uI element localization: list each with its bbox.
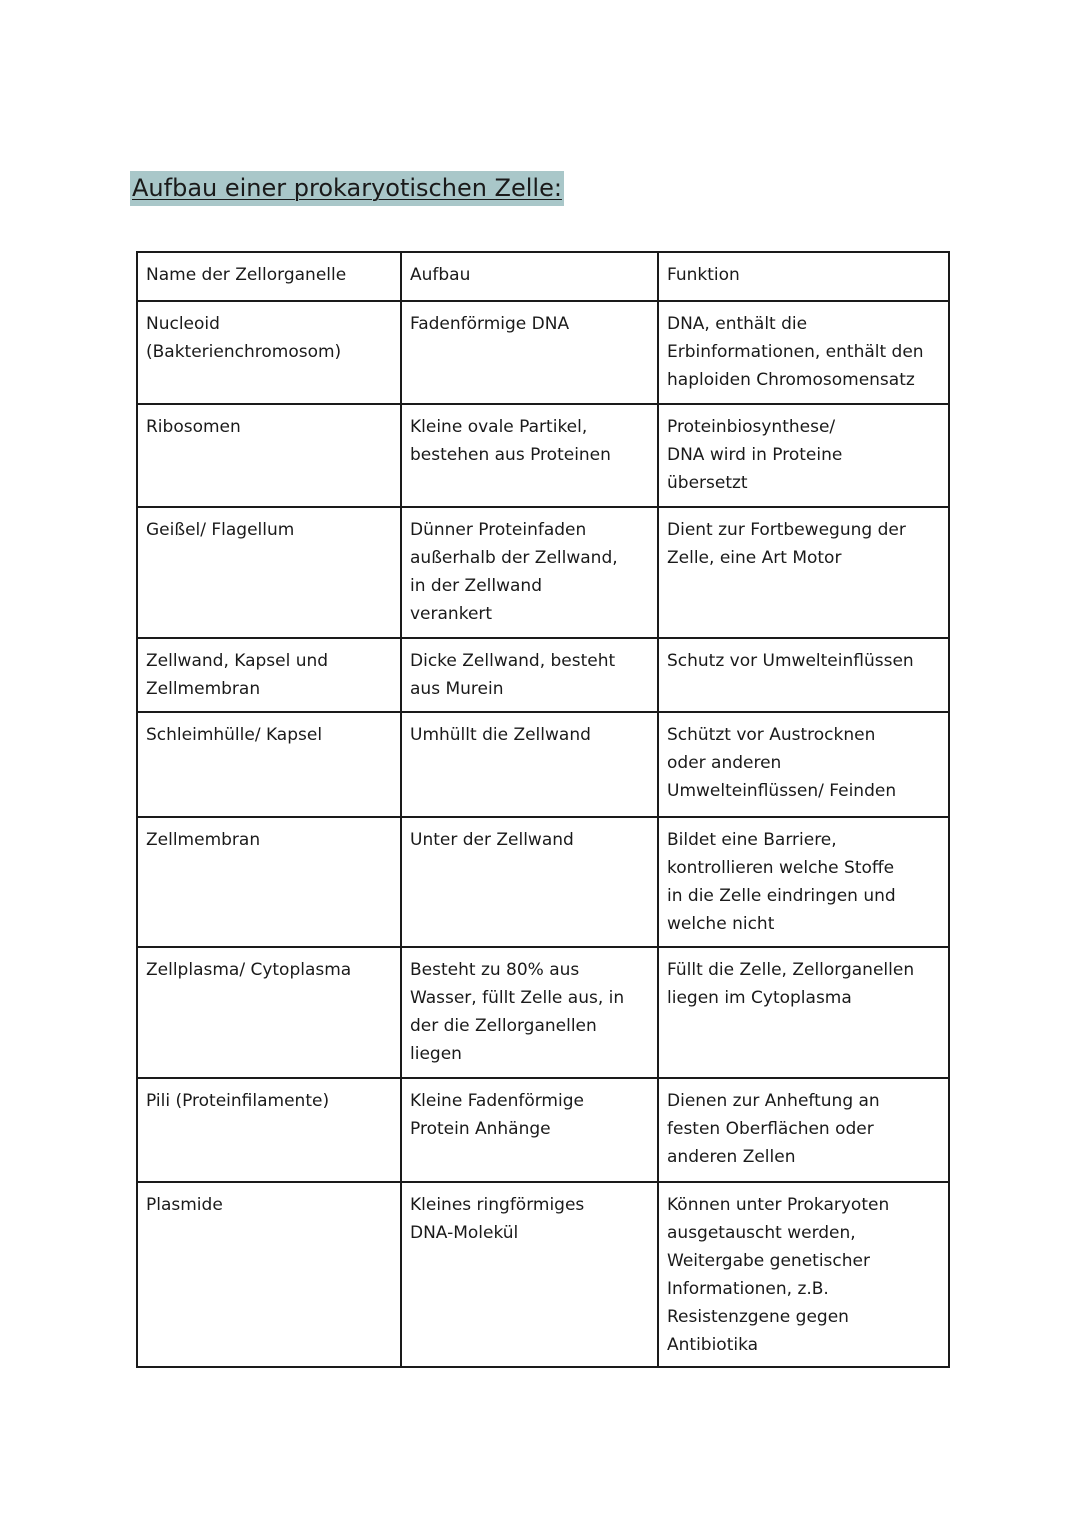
- cell-function: Können unter Prokaryoten ausgetauscht werden, Weitergabe genetischer Informationen, z.B. Resistenzgene gegen Antibiotika: [658, 1182, 949, 1367]
- table-row: [137, 1078, 949, 1182]
- table-row: [137, 947, 949, 1078]
- cell-function: Schutz vor Umwelteinflüssen: [658, 638, 949, 712]
- organelle-table: [136, 251, 950, 1368]
- table-row: [137, 507, 949, 638]
- page-title: Aufbau einer prokaryotischen Zelle:: [130, 171, 564, 206]
- cell-name: Plasmide: [137, 1182, 401, 1367]
- cell-function: Füllt die Zelle, Zellorganellen liegen im Cytoplasma: [658, 947, 949, 1078]
- cell-name: Zellplasma/ Cytoplasma: [137, 947, 401, 1078]
- cell-function: Dienen zur Anheftung an festen Oberflächen oder anderen Zellen: [658, 1078, 949, 1182]
- cell-name: Schleimhülle/ Kapsel: [137, 712, 401, 817]
- cell-structure: Fadenförmige DNA: [401, 301, 658, 404]
- cell-structure: Kleine ovale Partikel, bestehen aus Proteinen: [401, 404, 658, 507]
- cell-name: Zellwand, Kapsel und Zellmembran: [137, 638, 401, 712]
- cell-name: Nucleoid (Bakterienchromosom): [137, 301, 401, 404]
- cell-function: Bildet eine Barriere, kontrollieren welche Stoffe in die Zelle eindringen und welche nicht: [658, 817, 949, 947]
- cell-structure: Dicke Zellwand, besteht aus Murein: [401, 638, 658, 712]
- cell-structure: Kleines ringförmiges DNA-Molekül: [401, 1182, 658, 1367]
- table-row: [137, 817, 949, 947]
- cell-name: Ribosomen: [137, 404, 401, 507]
- cell-structure: Kleine Fadenförmige Protein Anhänge: [401, 1078, 658, 1182]
- cell-name: Pili (Proteinfilamente): [137, 1078, 401, 1182]
- header-name: Name der Zellorganelle: [137, 252, 401, 301]
- table-row: [137, 1182, 949, 1367]
- header-structure: Aufbau: [401, 252, 658, 301]
- cell-name: Geißel/ Flagellum: [137, 507, 401, 638]
- table-row: [137, 712, 949, 817]
- cell-structure: Unter der Zellwand: [401, 817, 658, 947]
- cell-name: Zellmembran: [137, 817, 401, 947]
- table-row: [137, 638, 949, 712]
- table-row: [137, 301, 949, 404]
- header-function: Funktion: [658, 252, 949, 301]
- cell-structure: Besteht zu 80% aus Wasser, füllt Zelle aus, in der die Zellorganellen liegen: [401, 947, 658, 1078]
- cell-function: Proteinbiosynthese/ DNA wird in Proteine übersetzt: [658, 404, 949, 507]
- cell-structure: Umhüllt die Zellwand: [401, 712, 658, 817]
- cell-function: DNA, enthält die Erbinformationen, enthält den haploiden Chromosomensatz: [658, 301, 949, 404]
- cell-structure: Dünner Proteinfaden außerhalb der Zellwand, in der Zellwand verankert: [401, 507, 658, 638]
- cell-function: Dient zur Fortbewegung der Zelle, eine Art Motor: [658, 507, 949, 638]
- cell-function: Schützt vor Austrocknen oder anderen Umwelteinflüssen/ Feinden: [658, 712, 949, 817]
- table-header-row: [137, 252, 949, 301]
- table-row: [137, 404, 949, 507]
